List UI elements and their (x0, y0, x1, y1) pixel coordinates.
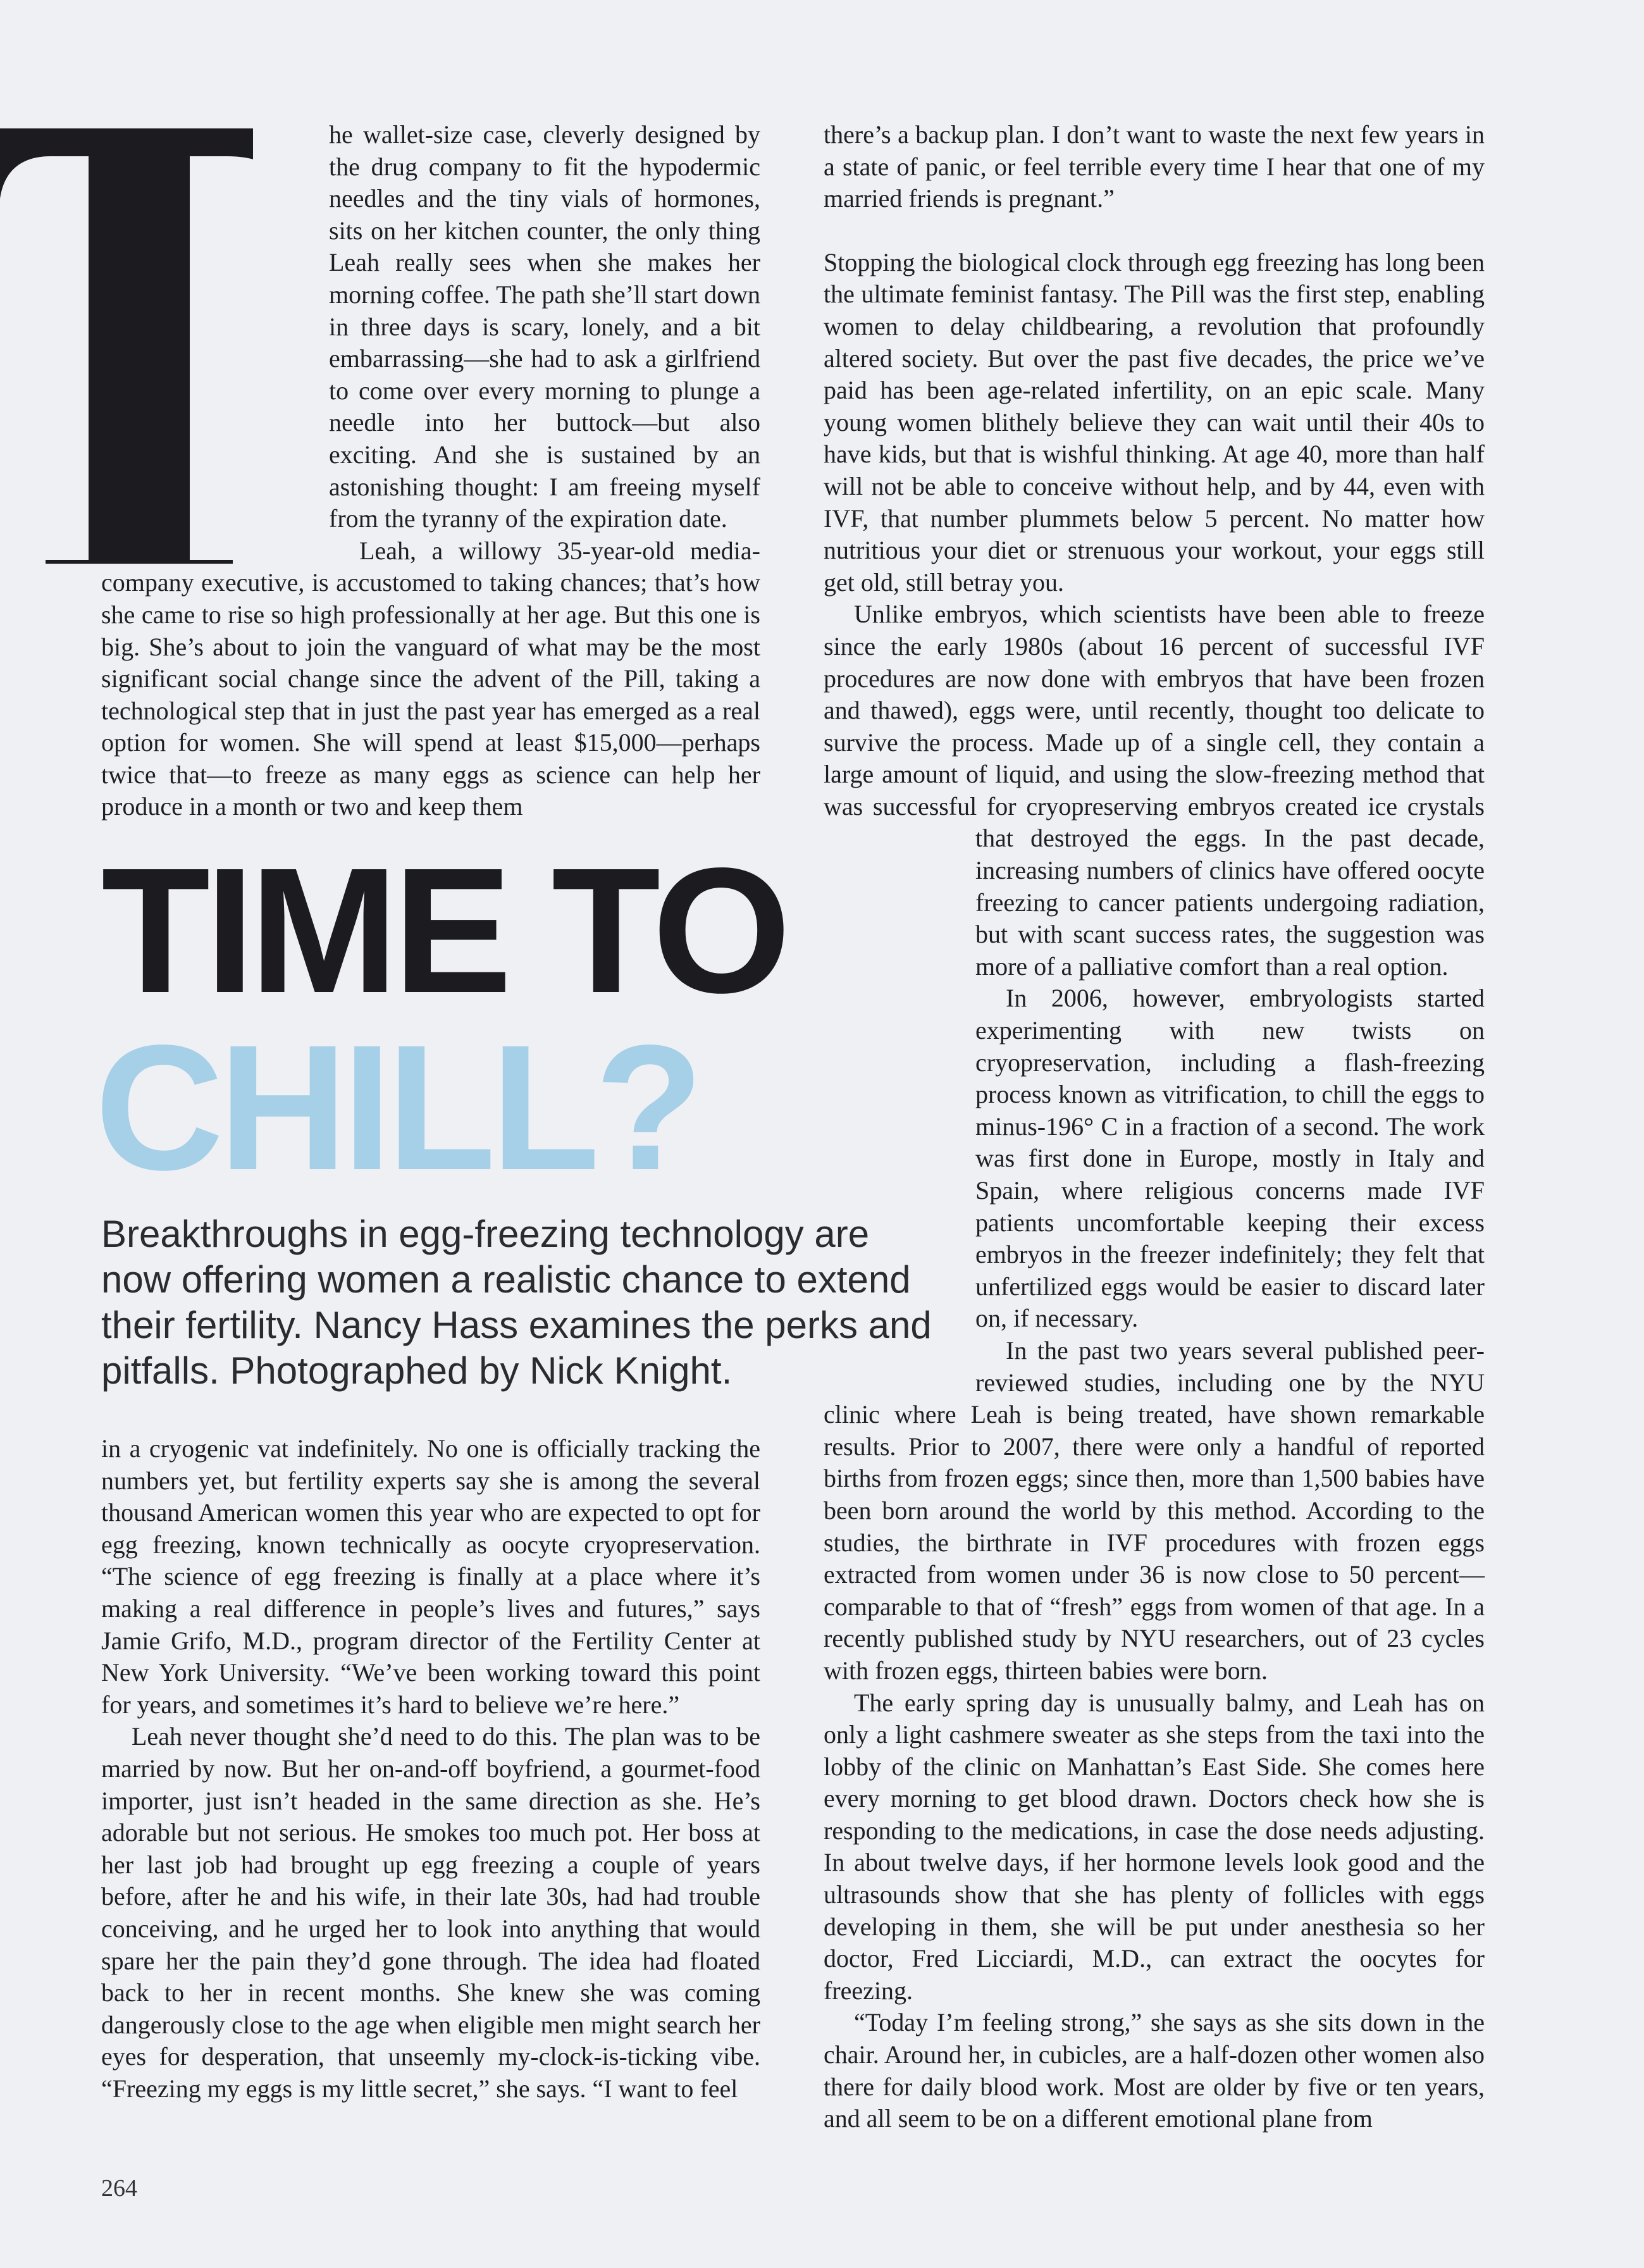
paragraph: there’s a backup plan. I don’t want to waste the next few years in a state of panic, or feel terrible every time I hear that one of my married friends is pregnant.” (824, 120, 1485, 213)
paragraph: “Today I’m feeling strong,” she says as she sits down in the chair. Around her, in cubicles, are a half-dozen other women also there for daily blood work. Most are older by five or ten years, and all seem to be on a different emotional plane from (824, 2008, 1485, 2133)
paragraph: Unlike embryos, which scientists have been able to freeze since the early 1980s (about 16 percent of successful IVF procedures are now done with embryos that have been frozen and thawed), eggs were, until recently, thought too delicate to survive the process. Made up of a single cell, they contain a large amount of liquid, and using the slow-freezing method that was successful for cryopreserving embryos created ice crystals that destroyed the eggs. In the past decade, increasing numbers of clinics have offered oocyte freezing to cancer patients undergoing radiation, but with scant success rates, the suggestion was more of a palliative comfort than a real option. (824, 600, 1485, 981)
paragraph: Stopping the biological clock through egg freezing has long been the ultimate feminist fantasy. The Pill was the first step, enabling women to delay childbearing, a revolution that profoundly altered society. But over the past five decades, the price we’ve paid has been age-related infertility, on an epic scale. Many young women blithely believe they can wait until their 40s to have kids, but that is wishful thinking. At age 40, more than half will not be able to conceive without help, and by 44, even with IVF, that number plummets below 5 percent. No matter how nutritious your diet or strenuous your workout, your eggs still get old, still betray you. (824, 247, 1485, 597)
headline-line-1: TIME TO (101, 831, 786, 1030)
paragraph: he wallet-size case, cleverly designed by the drug company to fit the hypodermic needles and the tiny vials of hormones, sits on her kitchen counter, the only thing Leah really sees when she makes her morning coffee. The path she’ll start down in three days is scary, lonely, and a bit embarrassing—she had to ask a girlfriend to come over every morning to plunge a needle into her buttock—but also exciting. And she is sustained by an astonishing thought: I am freeing myself from the tyranny of the expiration date. (329, 120, 760, 533)
headline-wrap-space (824, 826, 975, 1370)
paragraph: in a cryogenic vat indefinitely. No one is officially tracking the numbers yet, but fertility experts say she is among the several thousand American women this year who are expected to opt for egg freezing, known technically as oocyte cryopreservation. “The science of egg freezing is finally at a place where it’s making a real difference in people’s lives and futures,” says Jamie Grifo, M.D., program director of the Fertility Center at New York University. “We’ve been working toward this point for years, and sometimes it’s hard to believe we’re here.” (101, 1434, 760, 1719)
paragraph: The early spring day is unusually balmy, and Leah has on only a light cashmere sweater as she steps from the taxi into the lobby of the clinic on Manhattan’s East Side. She comes here every morning to get blood drawn. Doctors check how she is responding to the medications, in case the dose needs adjusting. In about twelve days, if her hormone levels look good and the ultrasounds show that she has plenty of follicles with eggs developing in them, she will be put under anesthesia so her doctor, Fred Licciardi, M.D., can extract the oocytes for freezing. (824, 1688, 1485, 2005)
page-number: 264 (101, 2175, 137, 2202)
dek-subtitle: Breakthroughs in egg-freezing technology are now offering women a realistic chance to extend their fertility. Nancy Hass examines the perks and pitfalls. Photographed by Nick Knight. (101, 1213, 932, 1392)
drop-cap-space (0, 119, 329, 562)
paragraph: In 2006, however, embryologists started experimenting with new twists on cryopreservation, including a flash-freezing process known as vitrification, to chill the eggs to minus-196° C in a fraction of a second. The work was first done in Europe, mostly in Italy and Spain, where religious concerns made IVF patients uncomfortable keeping their excess embryos in the freezer indefinitely; they felt that unfertilized eggs would be easier to discard later on, if necessary. (975, 984, 1485, 1333)
column-a (101, 119, 760, 823)
paragraph: Leah never thought she’d need to do this. The plan was to be married by now. But her on-and-off boyfriend, a gourmet-food importer, just isn’t headed in the same direction as she. He’s adorable but not serious. He smokes too much pot. Her boss at her last job had brought up egg freezing a couple of years before, after he and his wife, in their late 30s, had had trouble conceiving, and he urged her to look into anything that would spare her the pain they’d gone through. The idea had floated back to her in recent months. She knew she was coming dangerously close to the age when eligible men might search her eyes for desperation, that unseemly my-clock-is-ticking vibe. “Freezing my eggs is my little secret,” she says. “I want to feel (101, 1722, 760, 2103)
column-c (824, 119, 1485, 2135)
column-b (101, 1433, 760, 2105)
headline-line-2: CHILL? (95, 1008, 699, 1207)
paragraph: Leah, a willowy 35-year-old media-company executive, is accustomed to taking chances; that’s how she came to rise so high professionally at her age. But this one is big. She’s about to join the vanguard of what may be the most significant social change since the advent of the Pill, taking a technological step that in just the past year has emerged as a real option for women. She will spend at least $15,000—perhaps twice that—to freeze as many eggs as science can help her produce in a month or two and keep them (101, 536, 760, 821)
paragraph: In the past two years several published peer-reviewed studies, including one by the NYU clinic where Leah is being treated, have shown remarkable results. Prior to 2007, there were only a handful of reported births from frozen eggs; since then, more than 1,500 babies have been born around the world by this method. According to the studies, the birthrate in IVF procedures with frozen eggs extracted from women under 36 is now close to 50 percent—comparable to that of “fresh” eggs from women of that age. In a recently published study by NYU researchers, out of 23 cycles with frozen eggs, thirteen babies were born. (824, 1335, 1485, 1685)
